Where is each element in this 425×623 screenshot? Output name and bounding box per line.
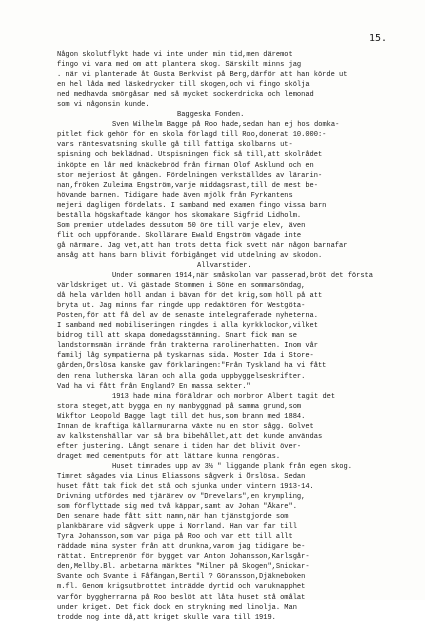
- text-line: Svante och Svante i Fåfängan,Bertil ? Göransson,Djäkneboken: [57, 573, 306, 582]
- text-line: trodde nog inte då,att kriget skulle vara till 1919.: [57, 613, 276, 622]
- text-line: . när vi planterade åt Gusta Berkvist på Berg,därför att han körde ut: [57, 71, 348, 80]
- text-line: I samband med mobiliseringen ringdes i alla kyrkklockor,vilket: [57, 322, 318, 331]
- text-line: Vad ha vi fått från England? En massa sekter.": [57, 382, 251, 391]
- text-line: under kriget. Det fick dock en strykning med linolja. Man: [57, 603, 297, 612]
- text-line: ned medhavda smörgåsar med så mycket sockerdricka och lemonad: [57, 91, 314, 100]
- text-line: Som premier utdelades dessutom 50 öre till varje elev, även: [57, 221, 306, 230]
- text-line: Posten,för att få del av de senaste intelegraferade nyheterna.: [57, 312, 318, 321]
- text-line: Huset timrades upp av 3½ " liggande plank från egen skog.: [112, 462, 352, 471]
- text-line: Sven Wilhelm Bagge på Roo hade,sedan han ej hos domka-: [112, 121, 340, 130]
- text-line: plankbärare vid sågverk uppe i Norrland. Han var far till: [57, 523, 297, 532]
- text-line: rättat. Entreprenör för bygget var Anton Johansson,Karlsgår-: [57, 553, 310, 562]
- text-line: som vi någonsin kunde.: [57, 101, 150, 110]
- text-line: huset fått tak fick det stå och sjunka under vintern 1913-14.: [57, 483, 314, 492]
- text-line: Timret sågades via Linus Eliassons sågverk i Örslösa. Sedan: [57, 472, 306, 481]
- text-line: landstormsmän irrände från trakterna rarolinerhatten. Inom vår: [57, 342, 318, 351]
- text-line: Innan de kraftiga källarmurarna växte nu en stor sågg. Golvet: [57, 422, 314, 431]
- text-line: gården,Örslösa kanske gav förklaringen:"Från Tyskland ha vi fått: [57, 362, 327, 371]
- text-line: vars räntesvatsning skulle gå till fattiga skolbarns ut-: [57, 141, 293, 150]
- text-line: hövande barnen. Tidigare hade även mjölk från Fyrkantens: [57, 191, 293, 200]
- text-line: Baggeska Fonden.: [177, 111, 245, 120]
- text-line: den,Mellby.Bl. arbetarna märktes "Milner på Skogen",Snickar-: [57, 563, 310, 572]
- text-line: fingo vi vara med om att plantera skog. Särskilt minns jag: [57, 61, 302, 70]
- text-line: bidrog till att skapa domedagsstämning. Snart fick man se: [57, 332, 297, 341]
- text-line: mejeri dagligen fördelats. I samband med examen fingo vissa barn: [57, 201, 327, 210]
- text-line: Drivning utfördes med tjärärev ov "Drevelars",en krympling,: [57, 493, 306, 502]
- page-number: 15.: [369, 33, 388, 44]
- text-line: då hela världen höll andan i bävan för det krig,som höll på att: [57, 292, 323, 301]
- text-line: inköpte en lår med knäckebröd från firman Olof Asklund och en: [57, 161, 314, 170]
- text-line: nan,fröken Zuleima Engström,varje middagsrast,till de mest be-: [57, 181, 318, 190]
- text-line: Tyra Johansson,som var piga på Roo och var ett till allt: [57, 533, 293, 542]
- text-line: en hel låda med läskedrycker till skogen,och vi fingo skölja: [57, 81, 310, 90]
- text-line: pitlet fick gehör för en skola förlagd till Roo,donerat 10.000:-: [57, 131, 327, 140]
- text-line: Någon skolutflykt hade vi inte under min tid,men däremot: [57, 51, 293, 59]
- text-line: familj låg sympatierna på tyskarnas sida. Moster Ida i Store-: [57, 352, 314, 361]
- text-line: spisning och beklädnad. Utspisningen fick så till,att skolrådet: [57, 151, 323, 160]
- text-line: räddade mina syster från att drunkna,varom jag tidigare be-: [57, 543, 306, 552]
- text-line: varför byggherrarna på Roo beslöt att låta huset stå omålat: [57, 593, 306, 602]
- text-line: gå närmare. Jag vet,att han trots detta fick svett när någon barnafar: [57, 241, 348, 250]
- text-line: ansåg att hans barn blivit förbigånget vid utdelning av skodon.: [57, 251, 323, 260]
- text-line: draget med cementputs för att lättare kunna rengöras.: [57, 452, 281, 461]
- text-line: Wikftor Leopold Bagge lagt till det hus,som brann med 1884.: [57, 412, 306, 421]
- document-body: [57, 50, 417, 623]
- text-line: som förflyttade sig med två käppar,samt av Johan "Åkare".: [57, 503, 297, 512]
- text-line: Allvarstider.: [197, 261, 252, 270]
- text-line: beställa högskaftade kängor hos skomakare Sigfrid Lidholm.: [57, 211, 302, 220]
- text-line: Den senare hade fått sitt namn,när han tjänstgjorde som: [57, 513, 289, 522]
- text-line: världskriget ut. Vi gästade Stommen i Söne en sommarsöndag,: [57, 282, 306, 291]
- text-line: 1913 hade mina föräldrar och morbror Albert tagit det: [112, 392, 336, 401]
- text-line: Under sommaren 1914,när småskolan var passerad,bröt det första: [112, 272, 373, 281]
- text-line: m.fl. Genom krigsutbrottet inträdde dyrtid och varuknapphet: [57, 583, 306, 592]
- text-line: av kalkstenshällar var så bra bibehållet,att det kunde användas: [57, 432, 323, 441]
- text-line: stora steget,att bygga en ny manbyggnad på samma grund,som: [57, 402, 302, 411]
- text-line: efter justering. Långt senare i tiden har det blivit över-: [57, 442, 302, 451]
- text-line: den rena lutherska läran och alla goda uppbyggelseskrifter.: [57, 372, 306, 381]
- text-line: flit och uppförande. Skollärare Ewald Engström vägade inte: [57, 231, 302, 240]
- text-line: stor mejeriost åt gången. Fördelningen verkställdes av lärarin-: [57, 171, 323, 180]
- text-line: bryta ut. Jag minns far ringde upp redaktören för Westgöta-: [57, 302, 306, 311]
